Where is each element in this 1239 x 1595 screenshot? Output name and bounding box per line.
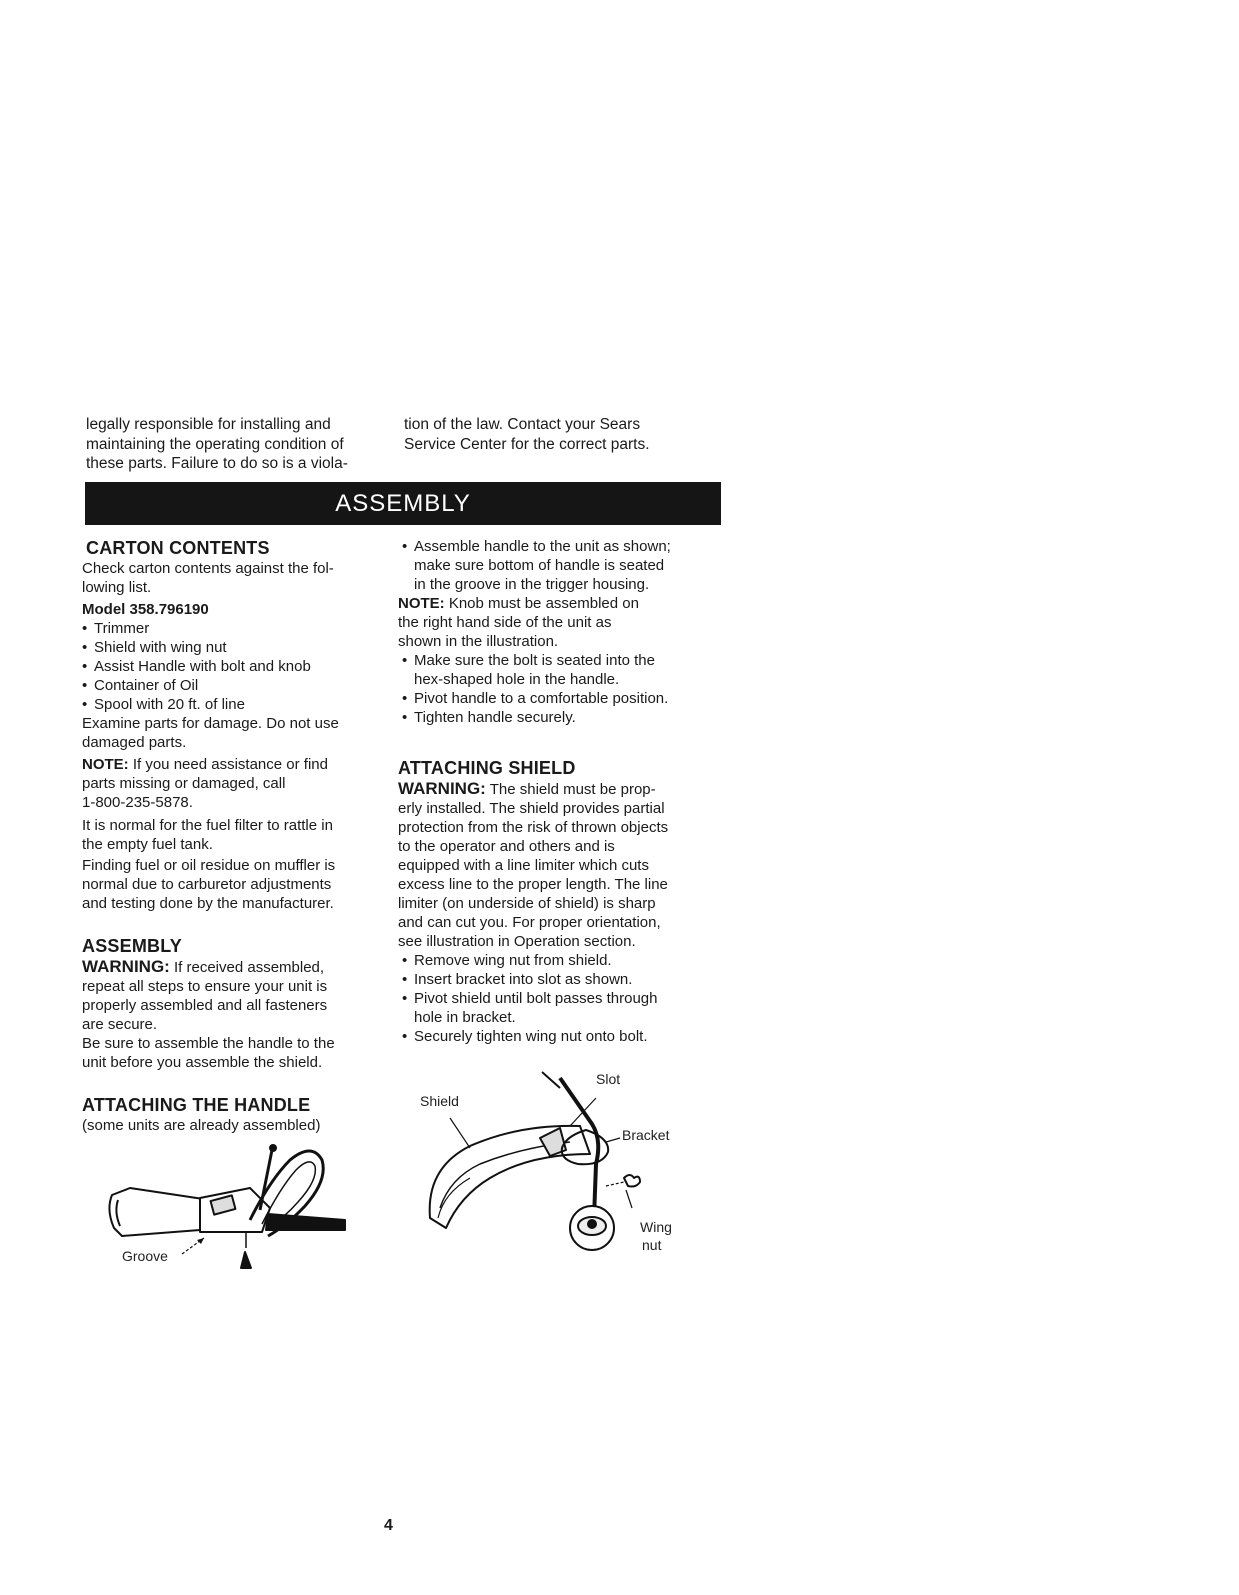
- wing-nut-shape: [624, 1175, 640, 1187]
- intro-right: [404, 415, 724, 454]
- carton-note-line: parts missing or damaged, call: [82, 775, 286, 792]
- right-note-line: shown in the illustration.: [398, 633, 559, 650]
- intro-right-line: Service Center for the correct parts.: [404, 435, 650, 453]
- list-item-line: Assemble handle to the unit as shown;: [414, 538, 671, 555]
- list-item-line: hex-shaped hole in the handle.: [414, 671, 620, 688]
- examine-line: damaged parts.: [82, 734, 187, 751]
- note-text: If you need assistance or find: [128, 756, 328, 773]
- right-note-line: [398, 594, 718, 613]
- list-item-line: Pivot shield until bolt passes through: [414, 990, 658, 1007]
- list-item: • Securely tighten wing nut onto bolt.: [398, 1027, 718, 1046]
- right-note-line: the right hand side of the unit as: [398, 614, 612, 631]
- shield-warning-line: limiter (on underside of shield) is sharp: [398, 895, 656, 912]
- page-number: 4: [384, 1517, 393, 1534]
- carton-contents-heading: CARTON CONTENTS: [86, 538, 270, 558]
- shield-warning-line: excess line to the proper length. The line: [398, 876, 668, 893]
- handle-steps-list: [398, 537, 718, 594]
- assembly-warning-line: are secure.: [82, 1016, 158, 1033]
- examine-line: Examine parts for damage. Do not use: [82, 715, 339, 732]
- warning-text: The shield must be prop-: [485, 781, 656, 798]
- shield-warning-line: erly installed. The shield provides partial: [398, 800, 665, 817]
- model-number: Model 358.796190: [82, 601, 209, 618]
- list-item: • Remove wing nut from shield.: [398, 951, 718, 970]
- shield-warning-line: to the operator and others and is: [398, 838, 615, 855]
- list-item: • Shield with wing nut: [78, 638, 382, 657]
- list-item: [398, 989, 718, 1027]
- nut-label: nut: [642, 1237, 662, 1253]
- slot-label: Slot: [596, 1071, 621, 1087]
- wing-label: Wing: [640, 1219, 672, 1235]
- note-text: Knob must be assembled on: [444, 595, 639, 612]
- bracket-label: Bracket: [622, 1127, 670, 1143]
- list-item-line: make sure bottom of handle is seated: [414, 557, 665, 574]
- banner-title: ASSEMBLY: [335, 489, 471, 517]
- list-item: • Trimmer: [78, 619, 382, 638]
- warning-text: If received assembled,: [169, 959, 325, 976]
- carton-items-list: [78, 619, 382, 714]
- attaching-shield-heading: ATTACHING SHIELD: [398, 758, 576, 778]
- list-item-line: Make sure the bolt is seated into the: [414, 652, 655, 669]
- list-item: • Pivot handle to a comfortable position.: [398, 689, 718, 708]
- shield-illustration: [410, 1068, 700, 1268]
- handle-steps-list-2: [398, 651, 718, 727]
- sure-line: Be sure to assemble the handle to the: [82, 1035, 335, 1052]
- list-item-line: hole in bracket.: [414, 1009, 516, 1026]
- intro-left-line: legally responsible for installing and: [86, 416, 331, 433]
- shield-warning-line: see illustration in Operation section.: [398, 933, 636, 950]
- residue-line: Finding fuel or oil residue on muffler is: [82, 857, 336, 874]
- knob-stem: [260, 1150, 272, 1210]
- assembly-warning-line: properly assembled and all fasteners: [82, 997, 328, 1014]
- groove-callout: [182, 1238, 204, 1254]
- assembly-warning-line: [82, 957, 382, 977]
- list-item: • Assist Handle with bolt and knob: [78, 657, 382, 676]
- list-item: [398, 537, 718, 594]
- handle-subtitle: (some units are already assembled): [82, 1117, 321, 1134]
- carton-intro-line: Check carton contents against the fol-: [82, 560, 334, 577]
- residue-line: normal due to carburetor adjustments: [82, 876, 332, 893]
- intro-left: [86, 415, 386, 474]
- handle-illustration: [100, 1140, 350, 1270]
- assembly-warning-line: repeat all steps to ensure your unit is: [82, 978, 328, 995]
- carton-note-line: [82, 755, 382, 774]
- trimmer-grip: [109, 1188, 210, 1236]
- shield-label: Shield: [420, 1093, 459, 1109]
- filter-line: It is normal for the fuel filter to rattle in: [82, 817, 333, 834]
- note-label: NOTE:: [82, 756, 129, 773]
- shield-warning-line: protection from the risk of thrown objects: [398, 819, 669, 836]
- intro-left-line: maintaining the operating condition of: [86, 435, 344, 453]
- slot-opening: [542, 1072, 560, 1088]
- list-item: • Insert bracket into slot as shown.: [398, 970, 718, 989]
- list-item: [398, 651, 718, 689]
- carton-note-line: 1-800-235-5878.: [82, 794, 193, 811]
- warning-label: WARNING:: [82, 957, 170, 976]
- section-banner: [85, 482, 721, 525]
- knob-bottom: [241, 1252, 251, 1268]
- intro-right-line: tion of the law. Contact your Sears: [404, 416, 641, 433]
- filter-line: the empty fuel tank.: [82, 836, 213, 853]
- list-item: • Container of Oil: [78, 676, 382, 695]
- right-column: [398, 537, 718, 1046]
- shield-warning-line: and can cut you. For proper orientation,: [398, 914, 661, 931]
- shaft: [266, 1214, 345, 1230]
- sure-line: unit before you assemble the shield.: [82, 1054, 323, 1071]
- attaching-handle-heading: ATTACHING THE HANDLE: [82, 1095, 311, 1115]
- intro-left-line: these parts. Failure to do so is a viola-: [86, 455, 348, 472]
- note-label: NOTE:: [398, 595, 445, 612]
- assembly-heading: ASSEMBLY: [82, 936, 182, 956]
- warning-label: WARNING:: [398, 779, 486, 798]
- carton-intro-line: lowing list.: [82, 579, 152, 596]
- shield-warning-line: equipped with a line limiter which cuts: [398, 857, 649, 874]
- list-item: • Spool with 20 ft. of line: [78, 695, 382, 714]
- shield-steps-list: [398, 951, 718, 1046]
- list-item: • Tighten handle securely.: [398, 708, 718, 727]
- shield-warning-line: [398, 779, 718, 799]
- left-column: [82, 537, 382, 1135]
- list-item-line: in the groove in the trigger housing.: [414, 576, 650, 593]
- groove-label: Groove: [122, 1248, 168, 1264]
- residue-line: and testing done by the manufacturer.: [82, 895, 334, 912]
